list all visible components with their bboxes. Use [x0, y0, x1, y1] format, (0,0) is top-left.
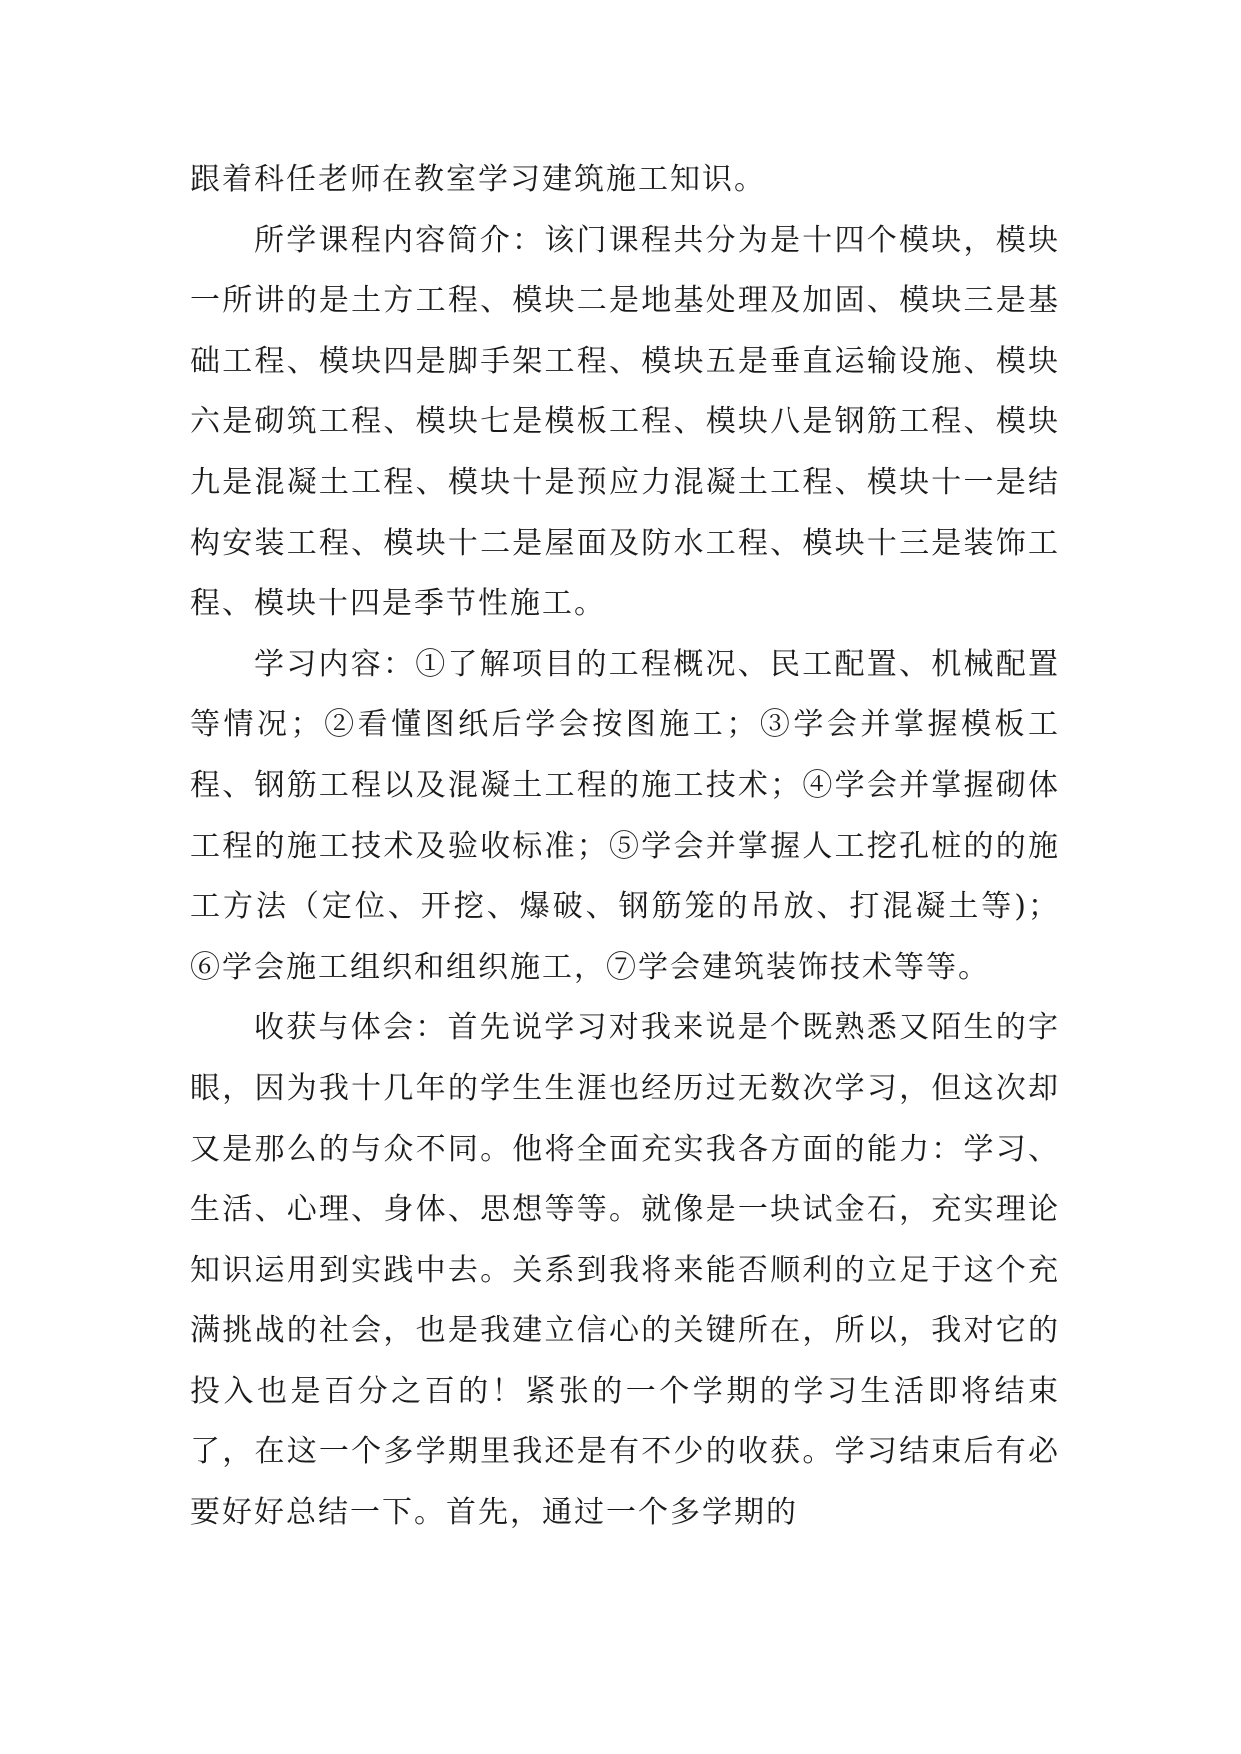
paragraph-continuation: 跟着科任老师在教室学习建筑施工知识。 — [190, 162, 766, 197]
paragraph-gains-reflection: 收获与体会：首先说学习对我来说是个既熟悉又陌生的字眼，因为我十几年的学生生涯也经历过无数次学习，但这次却又是那么的与众不同。他将全面充实我各方面的能力：学习、生活、心理、身体、思想等等。就像是一块试金石，充实理论知识运用到实践中去。关系到我将来能否顺利的立足于这个充满挑战的社会，也是我建立信心的关键所在，所以，我对它的投入也是百分之百的！紧张的一个学期的学习生活即将结束了，在这一个多学期里我还是有不少的收获。学习结束后有必要好好总结一下。首先，通过一个多学期的 — [190, 1010, 1060, 1531]
paragraph-learning-content: 学习内容：①了解项目的工程概况、民工配置、机械配置等情况；②看懂图纸后学会按图施工；③学会并掌握模板工程、钢筋工程以及混凝土工程的施工技术；④学会并掌握砌体工程的施工技术及验收标准；⑤学会并掌握人工挖孔桩的的施工方法（定位、开挖、爆破、钢筋笼的吊放、打混凝土等)；⑥学会施工组织和组织施工，⑦学会建筑装饰技术等等。 — [190, 646, 1060, 985]
paragraph-course-intro: 所学课程内容简介：该门课程共分为是十四个模块，模块一所讲的是土方工程、模块二是地基处理及加固、模块三是基础工程、模块四是脚手架工程、模块五是垂直运输设施、模块六是砌筑工程、模块七是模板工程、模块八是钢筋工程、模块九是混凝土工程、模块十是预应力混凝土工程、模块十一是结构安装工程、模块十二是屋面及防水工程、模块十三是装饰工程、模块十四是季节性施工。 — [190, 222, 1060, 622]
body-text — [190, 150, 1060, 1544]
